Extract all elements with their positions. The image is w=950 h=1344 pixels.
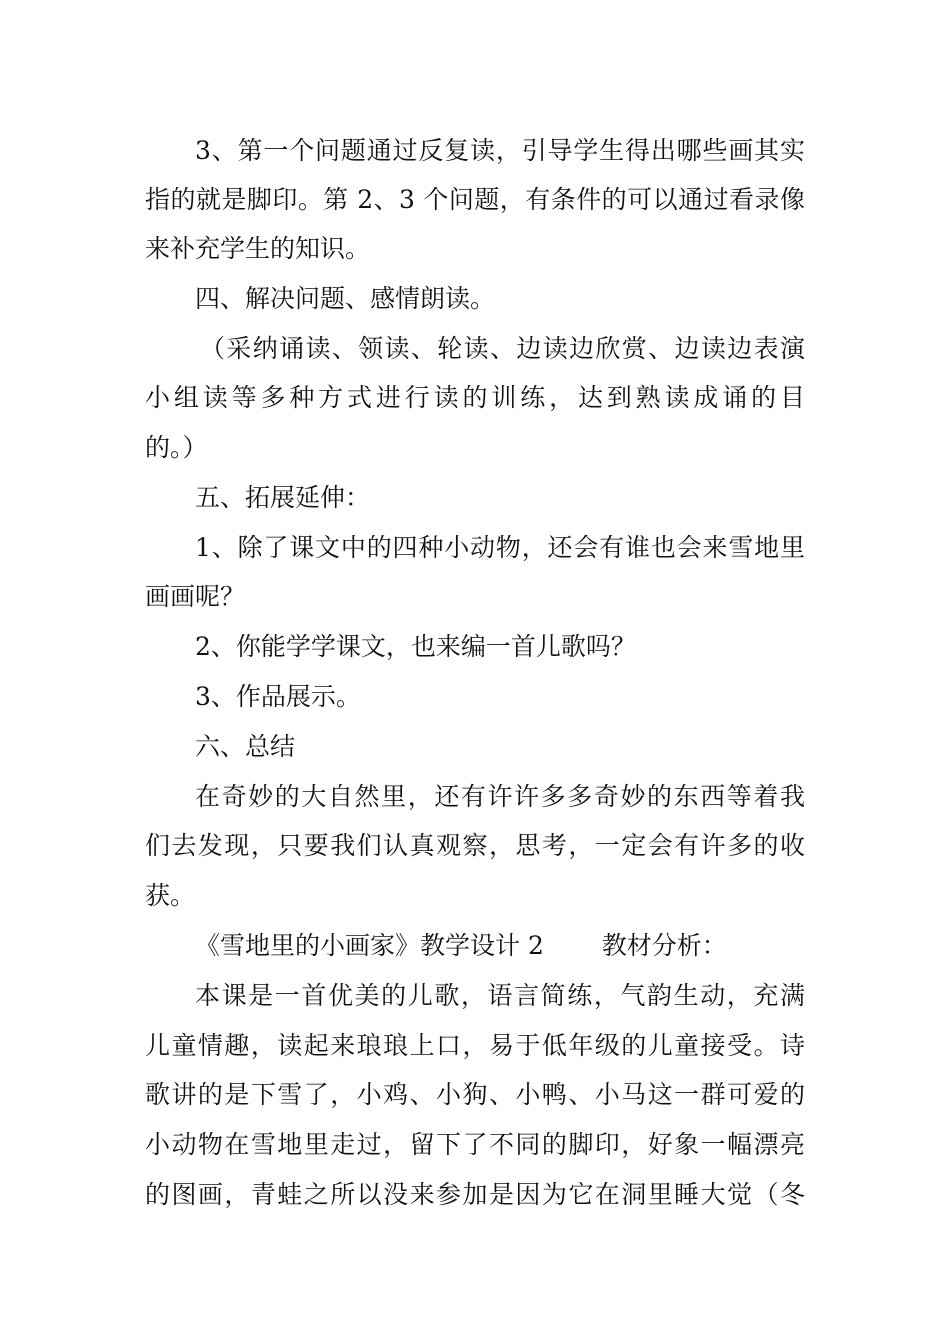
paragraph-line: 3、作品展示。 <box>195 682 361 711</box>
paragraph-line: （采纳诵读、领读、轮读、边读边欣赏、边读边表演 <box>200 334 805 363</box>
paragraph-line: 的。） <box>145 433 208 462</box>
paragraph-line: 1、除了课文中的四种小动物，还会有谁也会来雪地里 <box>195 533 805 562</box>
section-heading: 五、拓展延伸： <box>195 483 371 512</box>
paragraph-line: 在奇妙的大自然里，还有许许多多奇妙的东西等着我 <box>195 782 805 811</box>
paragraph-line: 指的就是脚印。第 2、3 个问题，有条件的可以通过看录像 <box>145 185 805 214</box>
paragraph-line: 歌讲的是下雪了，小鸡、小狗、小鸭、小马这一群可爱的 <box>145 1080 805 1109</box>
paragraph-line: 儿童情趣，读起来琅琅上口，易于低年级的儿童接受。诗 <box>145 1031 805 1060</box>
paragraph-line: 获。 <box>145 881 196 910</box>
paragraph-line: 来补充学生的知识。 <box>145 234 371 263</box>
section-heading: 四、解决问题、感情朗读。 <box>195 284 496 313</box>
paragraph-line: 画画呢？ <box>145 582 246 611</box>
paragraph-line: 的图画，青蛙之所以没来参加是因为它在洞里睡大觉（冬 <box>145 1180 805 1209</box>
paragraph-line: 小组读等多种方式进行读的训练，达到熟读成诵的目 <box>145 383 805 412</box>
paragraph-line: 2、你能学学课文，也来编一首儿歌吗？ <box>195 632 636 661</box>
paragraph-line: 本课是一首优美的儿歌，语言简练，气韵生动，充满 <box>195 981 805 1010</box>
paragraph-line: 小动物在雪地里走过，留下了不同的脚印，好象一幅漂亮 <box>145 1130 805 1159</box>
section-heading: 六、总结 <box>195 732 296 761</box>
paragraph-line: 3、第一个问题通过反复读，引导学生得出哪些画其实 <box>195 136 805 165</box>
paragraph-line: 们去发现，只要我们认真观察，思考，一定会有许多的收 <box>145 831 805 860</box>
document-title-line: 《雪地里的小画家》教学设计 2 教材分析： <box>195 931 727 960</box>
